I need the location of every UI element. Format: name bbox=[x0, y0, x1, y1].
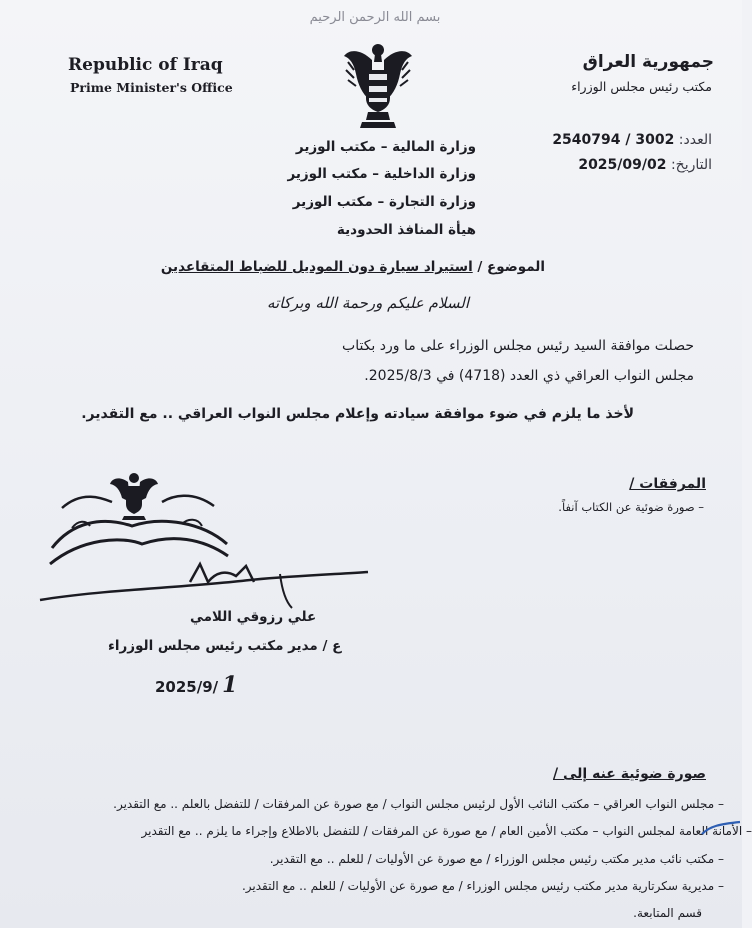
arabic-subtitle: مكتب رئيس مجلس الوزراء bbox=[571, 79, 712, 94]
english-subtitle: Prime Minister's Office bbox=[70, 80, 233, 95]
copy-item-text: الأمانة العامة لمجلس النواب – مكتب الأمين العام / مع صورة عن المرفقات / للتفضل بالاطلاع وإجراء ما يلزم .. مع التقدير bbox=[141, 824, 743, 838]
handwritten-signature bbox=[40, 560, 370, 640]
english-title: Republic of Iraq bbox=[68, 55, 223, 75]
attachments-title: المرفقات / bbox=[629, 476, 706, 492]
signature-date bbox=[155, 672, 237, 698]
signer-name: علي رزوقي اللامي bbox=[190, 609, 317, 625]
addressee-interior: وزارة الداخلية – مكتب الوزير bbox=[287, 166, 476, 182]
copy-item: – مديرية سكرتارية مدير مكتب رئيس مجلس الوزراء / مع صورة عن الأوليات / للعلم .. مع التقدير. bbox=[241, 879, 724, 893]
body-paragraph-2: مجلس النواب العراقي ذي العدد (4718) في 2025/8/3. bbox=[364, 368, 694, 384]
reference-number-label: العدد: bbox=[678, 132, 712, 148]
body-paragraph-3: لأخذ ما يلزم في ضوء موافقة سيادته وإعلام مجلس النواب العراقي .. مع التقدير. bbox=[81, 406, 634, 422]
subject-line bbox=[161, 259, 545, 275]
signer-title: ع / مدير مكتب رئيس مجلس الوزراء bbox=[108, 638, 342, 654]
body-paragraph-1: حصلت موافقة السيد رئيس مجلس الوزراء على ما ورد بكتاب bbox=[342, 338, 694, 354]
reference-date-label: التاريخ: bbox=[670, 157, 712, 173]
signature-date-prefix: 2025/9/ bbox=[155, 678, 219, 696]
reference-date-value: 2025/09/02 bbox=[578, 157, 667, 173]
subject-label: الموضوع / bbox=[477, 259, 545, 275]
reference-number bbox=[552, 132, 712, 148]
addressee-finance: وزارة المالية – مكتب الوزير bbox=[295, 139, 476, 155]
copy-item: – الأمانة العامة لمجلس النواب – مكتب الأمين العام / مع صورة عن المرفقات / للتفضل بالاطلاع وإجراء ما يلزم .. مع التقدير bbox=[141, 824, 752, 838]
arabic-title: جمهورية العراق bbox=[582, 52, 714, 72]
subject-text: استيراد سيارة دون الموديل للضباط المتقاعدين bbox=[160, 259, 473, 275]
copy-item: – مكتب نائب مدير مكتب رئيس مجلس الوزراء / مع صورة عن الأوليات / للعلم .. مع التقدير. bbox=[269, 852, 724, 866]
reference-date bbox=[578, 157, 712, 173]
attachment-item-text: صورة ضوئية عن الكتاب آنفاً. bbox=[558, 500, 695, 514]
copy-item-text: مديرية سكرتارية مدير مكتب رئيس مجلس الوزراء / مع صورة عن الأوليات / للعلم .. مع التقدير. bbox=[241, 879, 715, 893]
signature-date-day: 1 bbox=[222, 672, 238, 698]
copy-item-text: مجلس النواب العراقي – مكتب النائب الأول لرئيس مجلس النواب / مع صورة عن المرفقات / للتفضل بالعلم .. مع التقدير. bbox=[113, 797, 715, 811]
greeting: السلام عليكم ورحمة الله وبركاته bbox=[267, 294, 469, 312]
blue-pen-checkmark bbox=[700, 820, 742, 840]
iraq-eagle-emblem-icon bbox=[342, 40, 414, 134]
copies-title: صورة ضوئية عنه إلى / bbox=[553, 766, 706, 782]
reference-number-value: 2540794 / 3002 bbox=[552, 132, 675, 148]
copy-item: – مجلس النواب العراقي – مكتب النائب الأول لرئيس مجلس النواب / مع صورة عن المرفقات / للتفضل بالعلم .. مع التقدير. bbox=[113, 797, 724, 811]
addressee-commerce: وزارة التجارة – مكتب الوزير bbox=[292, 194, 476, 210]
attachment-item: – صورة ضوئية عن الكتاب آنفاً. bbox=[558, 500, 704, 514]
addressee-border-ports: هيأة المنافذ الحدودية bbox=[336, 222, 476, 238]
copy-item-followup: قسم المتابعة. bbox=[633, 906, 702, 920]
basmala-header: بسم الله الرحمن الرحيم bbox=[309, 10, 441, 25]
copy-item-text: مكتب نائب مدير مكتب رئيس مجلس الوزراء / مع صورة عن الأوليات / للعلم .. مع التقدير. bbox=[269, 852, 715, 866]
